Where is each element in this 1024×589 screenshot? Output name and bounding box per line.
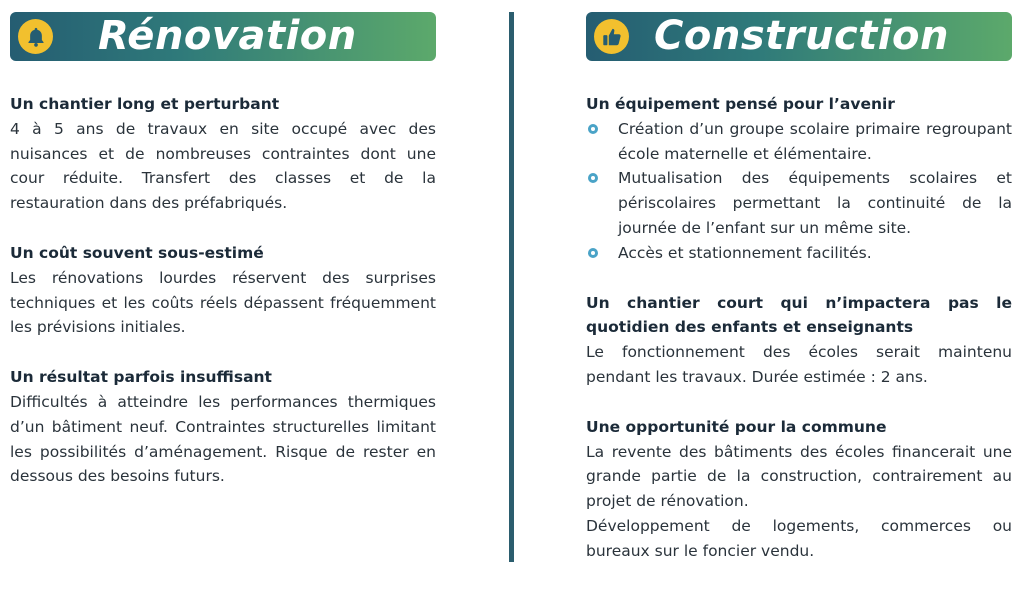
section-text: Le fonctionnement des écoles serait maintenu pendant les travaux. Durée estimée : 2 ans. <box>586 343 1012 386</box>
section-heading: Un chantier court qui n’impactera pas le quotidien des enfants et enseignants <box>586 293 1012 337</box>
construction-banner <box>586 12 1012 61</box>
renovation-banner <box>10 12 436 61</box>
column-divider <box>509 12 514 562</box>
section-heading: Un coût souvent sous-estimé <box>10 243 264 262</box>
bell-icon <box>18 19 53 54</box>
construction-title: Construction <box>654 13 949 59</box>
renovation-title: Rénovation <box>98 13 357 59</box>
section-text: Les rénovations lourdes réservent des surprises techniques et les coûts réels dépassent fréquemment les prévisions initiales. <box>10 268 436 337</box>
section-text: 4 à 5 ans de travaux en site occupé avec des nuisances et de nombreuses contraintes dont une cour réduite. Transfert des classes et de la restauration dans des préfabriqués. <box>10 119 436 213</box>
renovation-section <box>10 92 436 216</box>
list-item <box>586 241 1012 266</box>
thumbs-up-icon <box>594 19 629 54</box>
section-text: Difficultés à atteindre les performances thermiques d’un bâtiment neuf. Contraintes structurelles limitant les possibilités d’aménagement. Risque de rester en dessous des besoins futurs. <box>10 392 436 486</box>
construction-section <box>586 291 1012 390</box>
section-heading: Une opportunité pour la commune <box>586 417 887 436</box>
bullet-icon <box>588 173 598 183</box>
list-item-text: Mutualisation des équipements scolaires et périscolaires permettant la continuité de la journée de l’enfant sur un même site. <box>618 169 1012 237</box>
renovation-column <box>10 92 436 514</box>
bullet-list <box>586 117 1012 266</box>
bullet-icon <box>588 248 598 258</box>
list-item <box>586 117 1012 167</box>
list-item <box>586 166 1012 240</box>
section-text: Développement de logements, commerces ou bureaux sur le foncier vendu. <box>586 516 1012 560</box>
construction-section <box>586 415 1012 564</box>
section-heading: Un chantier long et perturbant <box>10 95 280 113</box>
section-heading: Un résultat parfois insuffisant <box>10 368 272 387</box>
renovation-section <box>10 241 436 340</box>
section-text: La revente des bâtiments des écoles financerait une grande partie de la construction, contrairement au projet de rénovation. <box>586 442 1012 511</box>
list-item-text: Création d’un groupe scolaire primaire regroupant école maternelle et élémentaire. <box>618 119 1012 163</box>
renovation-section <box>10 365 436 489</box>
construction-section <box>586 92 1012 266</box>
construction-column <box>586 92 1012 589</box>
bullet-icon <box>588 124 598 134</box>
section-heading: Un équipement pensé pour l’avenir <box>586 95 895 113</box>
list-item-text: Accès et stationnement facilités. <box>618 243 872 262</box>
